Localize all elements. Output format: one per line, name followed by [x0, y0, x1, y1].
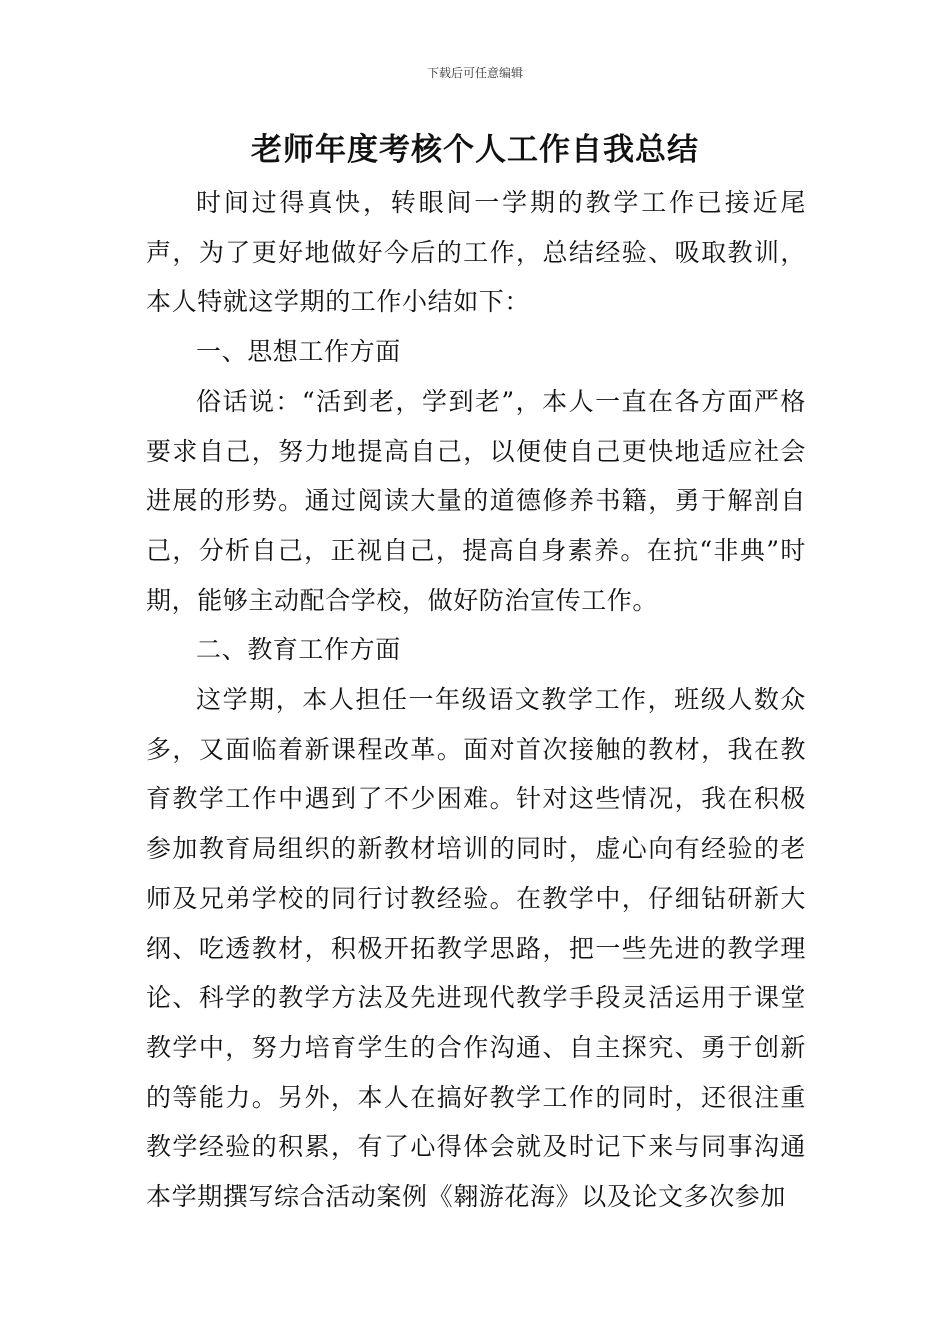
- header-note: 下载后可任意编辑: [426, 66, 523, 80]
- document-title: 老师年度考核个人工作自我总结: [251, 132, 699, 168]
- section-heading-education: 二、教育工作方面: [196, 635, 401, 665]
- paragraph-thought: 俗话说：“活到老，学到老”，本人一直在各方面严格要求自己，努力地提高自己，以便使自己更快地适应社会进展的形势。通过阅读大量的道德修养书籍，勇于解剖自己，分析自己，正视自己，提高自身素养。在抗“非典”时期，能够主动配合学校，做好防治宣传工作。: [146, 386, 806, 615]
- document-body: [146, 178, 806, 1222]
- paragraph-education: 这学期，本人担任一年级语文教学工作，班级人数众多，又面临着新课程改革。面对首次接触的教材，我在教育教学工作中遇到了不少困难。针对这些情况，我在积极参加教育局组织的新教材培训的同时，虚心向有经验的老师及兄弟学校的同行讨教经验。在教学中，仔细钻研新大纲、吃透教材，积极开拓教学思路，把一些先进的教学理论、科学的教学方法及先进现代教学手段灵活运用于课堂教学中，努力培育学生的合作沟通、自主探究、勇于创新的等能力。另外，本人在搞好教学工作的同时，还很注重教学经验的积累，有了心得体会就及时记下来与同事沟通本学期撰写综合活动案例《翱游花海》以及论文多次参加: [146, 685, 806, 1212]
- paragraph-intro: 时间过得真快，转眼间一学期的教学工作已接近尾声，为了更好地做好今后的工作，总结经验、吸取教训，本人特就这学期的工作小结如下：: [146, 188, 806, 317]
- section-heading-thought: 一、思想工作方面: [196, 337, 401, 367]
